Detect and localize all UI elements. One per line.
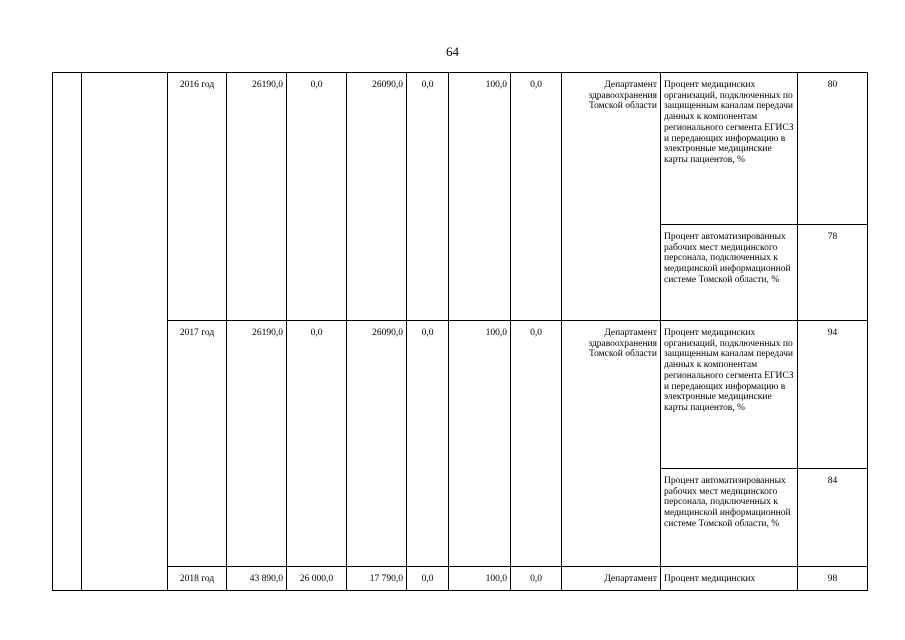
indicator-value: 98 xyxy=(798,567,868,591)
budget-table xyxy=(52,72,868,591)
department-cell: Департамент здравоохранения Томской области xyxy=(562,321,661,567)
table-row xyxy=(53,567,868,591)
year-cell: 2018 год xyxy=(168,567,227,591)
table-row xyxy=(53,73,868,225)
federal-cell: 0,0 xyxy=(287,321,347,567)
department-cell: Департамент здравоохранения Томской области xyxy=(562,73,661,321)
regional-cell: 26090,0 xyxy=(347,321,407,567)
other-cell: 0,0 xyxy=(511,73,562,321)
local-cell: 0,0 xyxy=(407,73,449,321)
federal-cell: 0,0 xyxy=(287,73,347,321)
indicator-name: Процент автоматизированных рабочих мест медицинского персонала, подключенных к медицинской информационной системе Томской области, % xyxy=(661,225,798,321)
year-cell: 2016 год xyxy=(168,73,227,321)
page-number: 64 xyxy=(446,44,459,59)
department-cell: Департамент xyxy=(562,567,661,591)
offbudget-cell: 100,0 xyxy=(449,567,511,591)
local-cell: 0,0 xyxy=(407,321,449,567)
federal-cell: 26 000,0 xyxy=(287,567,347,591)
indicator-name: Процент медицинских xyxy=(661,567,798,591)
table-row xyxy=(53,321,868,469)
indicator-value: 78 xyxy=(798,225,868,321)
local-cell: 0,0 xyxy=(407,567,449,591)
offbudget-cell: 100,0 xyxy=(449,73,511,321)
other-cell: 0,0 xyxy=(511,567,562,591)
indicator-value: 94 xyxy=(798,321,868,469)
other-cell: 0,0 xyxy=(511,321,562,567)
indicator-name: Процент медицинских организаций, подключенных по защищенным каналам передачи данных к компонентам регионального сегмента ЕГИСЗ и передающих информацию в электронные медицинские карты пациентов, % xyxy=(661,73,798,225)
indicator-name: Процент автоматизированных рабочих мест медицинского персонала, подключенных к медицинской информационной системе Томской области, % xyxy=(661,469,798,567)
year-cell: 2017 год xyxy=(168,321,227,567)
empty-cell-number xyxy=(53,73,82,591)
empty-cell-name xyxy=(82,73,168,591)
total-cell: 26190,0 xyxy=(227,321,287,567)
total-cell: 26190,0 xyxy=(227,73,287,321)
regional-cell: 26090,0 xyxy=(347,73,407,321)
indicator-name: Процент медицинских организаций, подключенных по защищенным каналам передачи данных к компонентам регионального сегмента ЕГИСЗ и передающих информацию в электронные медицинские карты пациентов, % xyxy=(661,321,798,469)
indicator-value: 80 xyxy=(798,73,868,225)
offbudget-cell: 100,0 xyxy=(449,321,511,567)
indicator-value: 84 xyxy=(798,469,868,567)
regional-cell: 17 790,0 xyxy=(347,567,407,591)
total-cell: 43 890,0 xyxy=(227,567,287,591)
